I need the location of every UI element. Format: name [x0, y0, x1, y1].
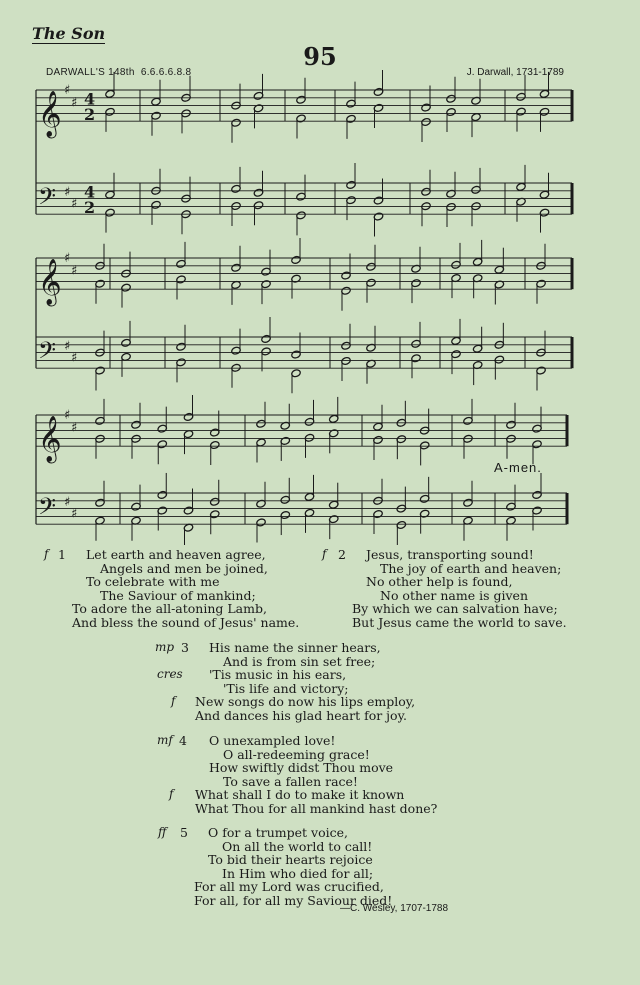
tune-meter: 6.6.6.6.8.8	[140, 67, 192, 78]
verse-line: To adore the all-atoning Lamb,	[72, 601, 267, 617]
author-credit: —C. Wesley, 1707-1788	[340, 903, 449, 914]
sharp-icon: ♯	[64, 184, 71, 200]
verse-line: For all, for all my Saviour died!	[194, 892, 393, 908]
stanza-number: 1	[58, 547, 66, 562]
verse-line: What shall I do to make it known	[195, 787, 405, 803]
treble-clef-icon: 𝄞	[38, 416, 62, 463]
verse-line: Jesus, transporting sound!	[366, 547, 534, 562]
dynamic-mark-f: f	[171, 694, 176, 708]
sharp-icon: ♯	[71, 350, 78, 366]
sharp-icon: ♯	[71, 196, 78, 212]
verse-line: The joy of earth and heaven;	[380, 560, 562, 576]
verse-line: What Thou for all mankind hast done?	[195, 800, 438, 816]
verse-line: And bless the sound of Jesus' name.	[72, 614, 300, 630]
sharp-icon: ♯	[71, 95, 78, 111]
stanza-number: 5	[180, 825, 188, 840]
verse-line: How swiftly didst Thou move	[209, 760, 394, 776]
time-signature-top: 4	[84, 182, 96, 202]
dynamic-mark: mf	[157, 733, 173, 747]
sharp-icon: ♯	[64, 251, 71, 266]
sharp-icon: ♯	[71, 506, 78, 522]
verse-line: And dances his glad heart for joy.	[195, 707, 407, 723]
amen-label: A-men.	[494, 460, 542, 475]
section-title: The Son	[32, 24, 106, 43]
bass-clef-icon: 𝄢	[38, 492, 57, 526]
tune-name: DARWALL'S 148th	[46, 67, 135, 78]
dynamic-mark: f	[322, 547, 327, 561]
verse-line: In Him who died for all;	[222, 865, 374, 881]
verse-line: O for a trumpet voice,	[208, 825, 349, 840]
verse-line: The Saviour of mankind;	[100, 587, 256, 603]
dynamic-mark-f: f	[169, 787, 174, 801]
bass-clef-icon: 𝄢	[38, 336, 57, 370]
verse-line: To celebrate with me	[86, 574, 220, 590]
stanza-number: 4	[179, 733, 187, 748]
dynamic-mark-cres: cres	[157, 667, 183, 681]
verse-line: By which we can salvation have;	[352, 601, 558, 617]
verse-line: To save a fallen race!	[223, 773, 358, 789]
verse-line: Let earth and heaven agree,	[86, 547, 266, 562]
sharp-icon: ♯	[64, 338, 71, 354]
treble-clef-icon: 𝄞	[38, 91, 62, 138]
time-signature-top: 4	[84, 89, 96, 109]
time-signature-bottom: 2	[84, 105, 96, 125]
verse-line: O unexampled love!	[209, 733, 336, 748]
dynamic-mark: ff	[158, 825, 167, 839]
verse-line: And is from sin set free;	[223, 653, 376, 669]
verse-line: No other help is found,	[366, 574, 513, 590]
sharp-icon: ♯	[64, 494, 71, 510]
treble-clef-icon: 𝄞	[38, 259, 62, 306]
sharp-icon: ♯	[64, 408, 71, 423]
dynamic-mark: mp	[155, 640, 175, 654]
verse-line: But Jesus came the world to save.	[352, 614, 567, 630]
verse-line: On all the world to call!	[222, 838, 373, 854]
verse-line: New songs do now his lips employ,	[195, 694, 416, 710]
verse-line: No other name is given	[380, 587, 529, 603]
hymn-number: 95	[303, 42, 337, 71]
verse-line: 'Tis life and victory;	[223, 680, 349, 696]
time-signature-bottom: 2	[84, 198, 96, 218]
verse-line: His name the sinner hears,	[209, 640, 381, 655]
verse-line: To bid their hearts rejoice	[208, 852, 373, 868]
stanza-number: 3	[181, 640, 189, 655]
verse-line: O all-redeeming grace!	[223, 746, 370, 762]
verse-line: For all my Lord was crucified,	[194, 879, 384, 895]
stanza-number: 2	[338, 547, 346, 562]
sharp-icon: ♯	[71, 420, 78, 436]
verse-line: 'Tis music in his ears,	[209, 667, 347, 683]
sharp-icon: ♯	[64, 83, 71, 98]
verse-line: Angels and men be joined,	[100, 560, 268, 576]
composer: J. Darwall, 1731-1789	[466, 67, 564, 78]
sharp-icon: ♯	[71, 263, 78, 279]
bass-clef-icon: 𝄢	[38, 182, 57, 216]
dynamic-mark: f	[44, 547, 49, 561]
